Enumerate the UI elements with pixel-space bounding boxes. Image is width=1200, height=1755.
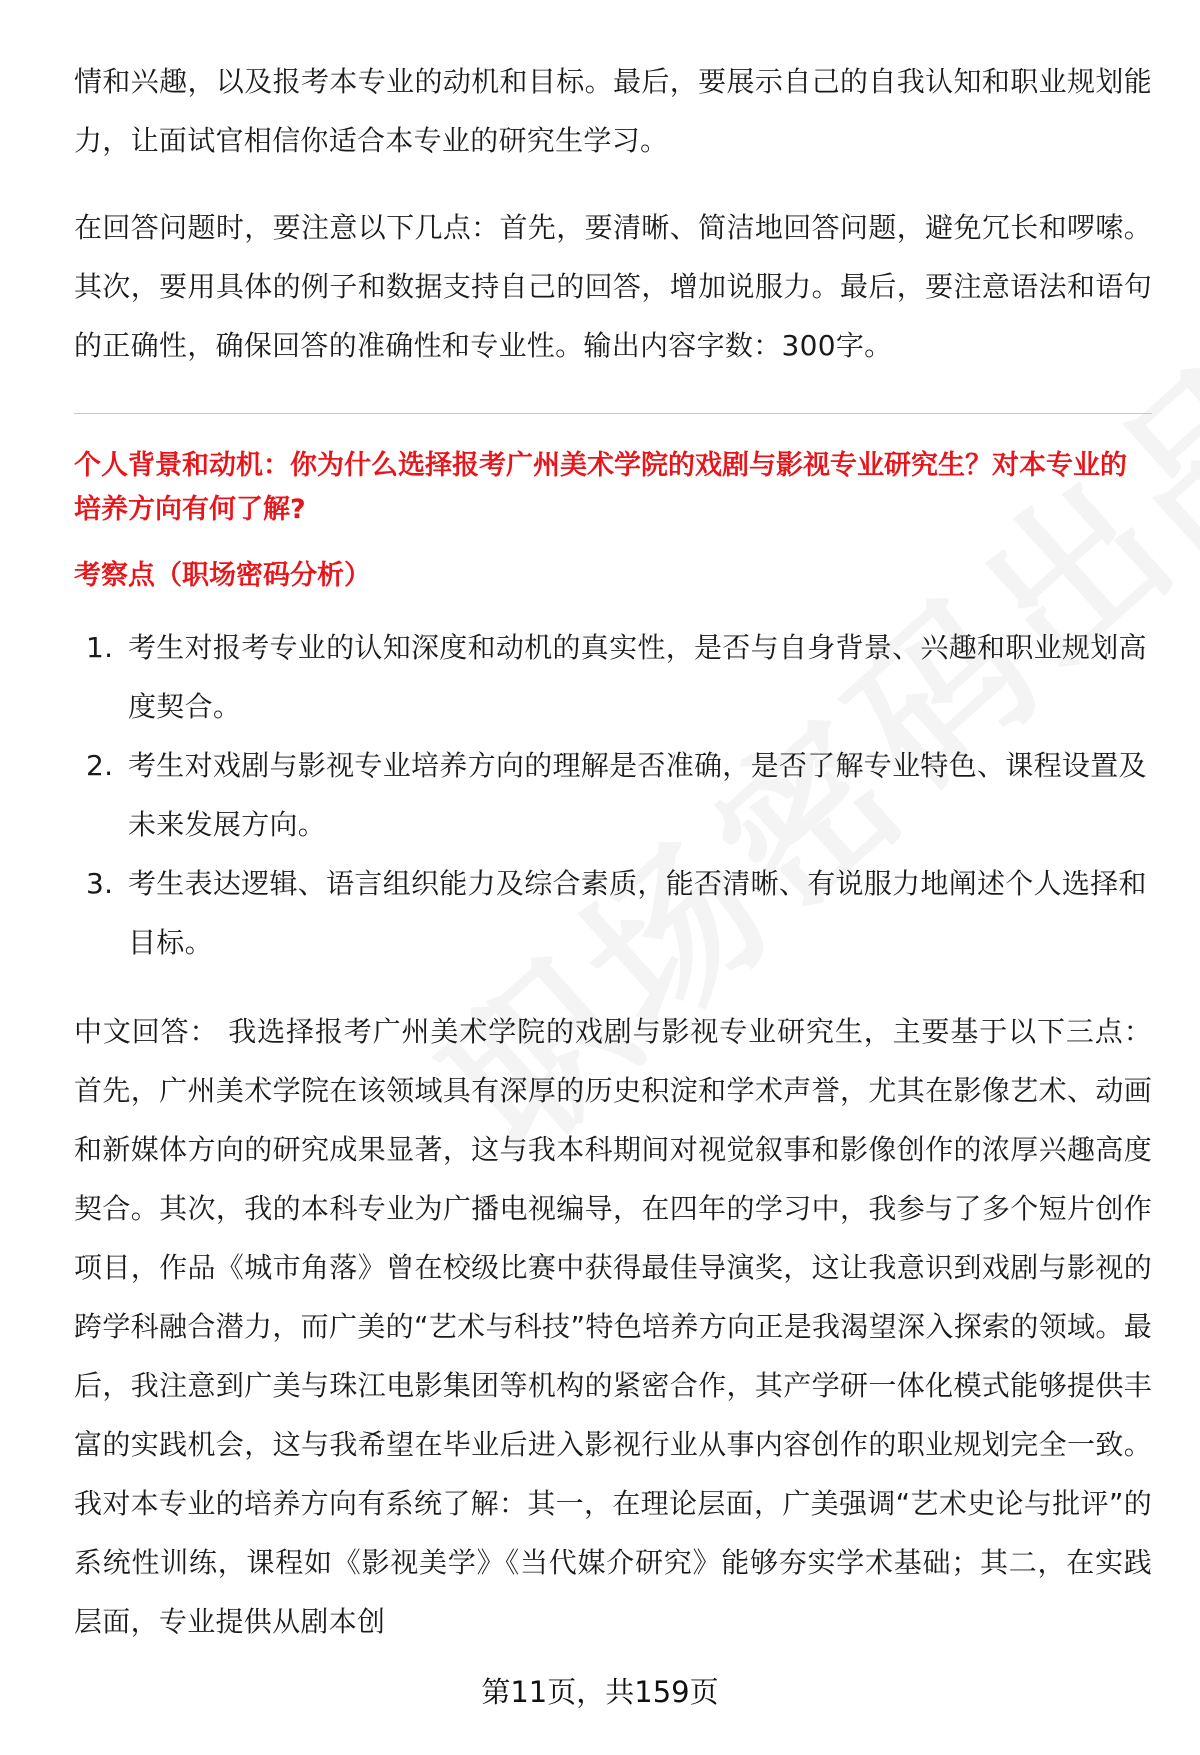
list-item-number: 3. (86, 867, 114, 900)
section-heading: 考察点（职场密码分析） (74, 560, 371, 591)
page-number: 第11页，共159页 (481, 1675, 719, 1709)
list-item-number: 2. (86, 749, 114, 782)
list-item (74, 736, 1152, 854)
document-page (74, 52, 1152, 1651)
list-item (74, 618, 1152, 736)
list-item-text: 考生对戏剧与影视专业培养方向的理解是否准确，是否了解专业特色、课程设置及未来发展方向。 (128, 749, 1147, 841)
answer-paragraph: 中文回答： 我选择报考广州美术学院的戏剧与影视专业研究生，主要基于以下三点：首先，广州美术学院在该领域具有深厚的历史积淀和学术声誉，尤其在影像艺术、动画和新媒体方向的研究成果显著，这与我本科期间对视觉叙事和影像创作的浓厚兴趣高度契合。其次，我的本科专业为广播电视编导，在四年的学习中，我参与了多个短片创作项目，作品《城市角落》曾在校级比赛中获得最佳导演奖，这让我意识到戏剧与影视的跨学科融合潜力，而广美的“艺术与科技”特色培养方向正是我渴望深入探索的领域。最后，我注意到广美与珠江电影集团等机构的紧密合作，其产学研一体化模式能够提供丰富的实践机会，这与我希望在毕业后进入影视行业从事内容创作的职业规划完全一致。我对本专业的培养方向有系统了解：其一，在理论层面，广美强调“艺术史论与批评”的系统性训练，课程如《影视美学》《当代媒介研究》能够夯实学术基础；其二，在实践层面，专业提供从剧本创 (74, 1015, 1152, 1638)
intro-paragraph-1: 情和兴趣，以及报考本专业的动机和目标。最后，要展示自己的自我认知和职业规划能力，让面试官相信你适合本专业的研究生学习。 (74, 65, 1152, 157)
question-heading: 个人背景和动机：你为什么选择报考广州美术学院的戏剧与影视专业研究生？对本专业的培养方向有何了解? (74, 450, 1127, 525)
list-item-text: 考生表达逻辑、语言组织能力及综合素质，能否清晰、有说服力地阐述个人选择和目标。 (128, 867, 1147, 959)
list-item-text: 考生对报考专业的认知深度和动机的真实性，是否与自身背景、兴趣和职业规划高度契合。 (128, 631, 1147, 723)
evaluation-points-list (74, 618, 1152, 972)
list-item-number: 1. (86, 631, 114, 664)
intro-paragraph-2: 在回答问题时，要注意以下几点：首先，要清晰、简洁地回答问题，避免冗长和啰嗦。其次，要用具体的例子和数据支持自己的回答，增加说服力。最后，要注意语法和语句的正确性，确保回答的准确性和专业性。输出内容字数：300字。 (74, 211, 1152, 362)
list-item (74, 854, 1152, 972)
